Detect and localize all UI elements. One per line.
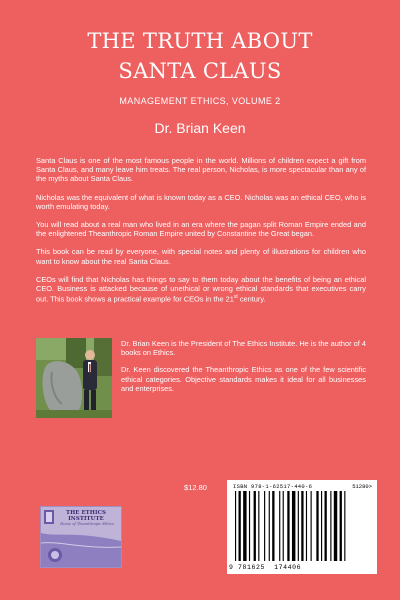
barcode-bar <box>344 491 345 561</box>
barcode-bar <box>243 491 246 561</box>
price-code: 51280> <box>352 483 372 490</box>
book-description <box>36 156 366 313</box>
logo-tagline: Home of Theanthropic Ethics <box>60 522 114 526</box>
author-photo <box>36 338 112 418</box>
publisher-logo <box>40 506 122 568</box>
description-paragraph: Santa Claus is one of the most famous people in the world. Millions of children expect a gift from Santa Claus, and many leave him treats. The real person, Nicholas, is more spectacular than any of the myths about Santa Claus. <box>36 156 366 184</box>
isbn-barcode <box>227 480 377 574</box>
barcode-bar <box>321 491 322 561</box>
series-subtitle: MANAGEMENT ETHICS, VOLUME 2 <box>119 96 281 106</box>
barcode-bar <box>287 491 289 561</box>
barcode-bar <box>325 491 327 561</box>
book-price: $12.80 <box>184 483 207 492</box>
barcode-bar <box>269 491 270 561</box>
barcode-bar <box>316 491 318 561</box>
bio-paragraph: Dr. Brian Keen is the President of The Ethics Institute. He is the author of 4 books on Ethics. <box>121 339 366 358</box>
bio-paragraph: Dr. Keen discovered the Theanthropic Ethics as one of the few scientific ethical categories. Objective standards makes it ideal for all businesses and enterprises. <box>121 365 366 393</box>
barcode-bar <box>283 491 284 561</box>
book-title <box>0 26 400 86</box>
barcode-bar <box>340 491 342 561</box>
author-name: Dr. Brian Keen <box>154 120 246 136</box>
author-bio <box>121 339 366 401</box>
description-paragraph: Nicholas was the equivalent of what is known today as a CEO. Nicholas was an ethical CEO, who is worth emulating today. <box>36 192 366 211</box>
barcode-bar <box>334 491 337 561</box>
barcode-bar <box>298 491 299 561</box>
barcode-bar <box>292 491 295 561</box>
barcode-bar <box>249 491 250 561</box>
title-line-2: SANTA CLAUS <box>118 59 282 83</box>
barcode-bar <box>254 491 256 561</box>
description-paragraph: This book can be read by everyone, with special notes and plenty of illustrations for children who want to know about the real Santa Claus. <box>36 247 366 266</box>
title-line-1: THE TRUTH ABOUT <box>87 29 313 53</box>
barcode-bar <box>301 491 303 561</box>
barcode-bar <box>311 491 312 561</box>
barcode-bar <box>272 491 274 561</box>
barcode-bar <box>330 491 331 561</box>
barcode-bar <box>258 491 259 561</box>
ean-digits: 9 781625 174406 <box>229 564 302 571</box>
barcode-bars <box>233 491 373 563</box>
description-paragraph: You will read about a real man who lived in an era where the pagan split Roman Empire ended and the enlightened Theanthropic Roman Empire united by Constantine the Great began. <box>36 220 366 239</box>
barcode-bar <box>235 491 236 561</box>
barcode-bar <box>239 491 241 561</box>
description-paragraph-ceo: CEOs will find that Nicholas has things to say to them today about the benefits of being an ethical CEO. Business is attacked because of unethical or wrong ethical standards that executives carry out. This book shows a practical example for CEOs in the 21st century. <box>36 274 366 304</box>
barcode-bar <box>306 491 307 561</box>
barcode-bar <box>264 491 265 561</box>
logo-name: THE ETHICS INSTITUTE <box>65 510 106 522</box>
barcode-bar <box>279 491 280 561</box>
isbn-text: ISBN 978-1-62517-440-6 <box>233 483 313 490</box>
